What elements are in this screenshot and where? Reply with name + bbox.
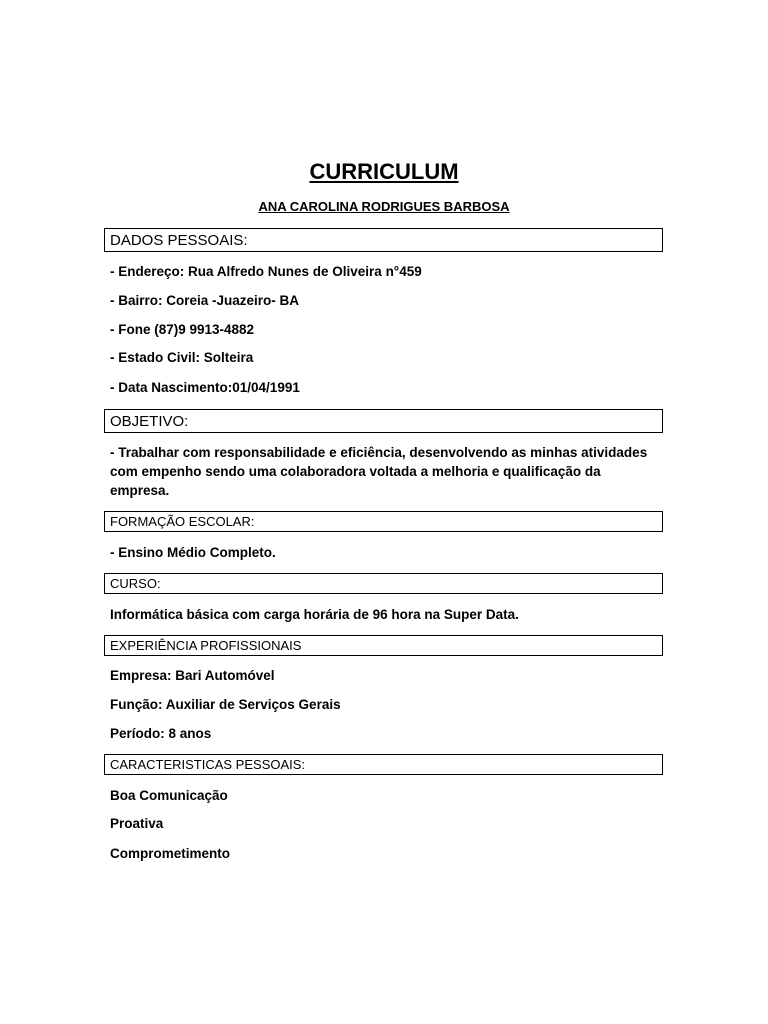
section-heading-personal: DADOS PESSOAIS: [104, 228, 663, 252]
course-item: Informática básica com carga horária de 96 hora na Super Data. [110, 607, 519, 622]
personal-phone: - Fone (87)9 9913-4882 [110, 322, 255, 337]
section-heading-course: CURSO: [104, 573, 663, 594]
section-heading-education: FORMAÇÃO ESCOLAR: [104, 511, 663, 532]
trait-item: Proativa [110, 816, 164, 831]
trait-item: Comprometimento [110, 846, 231, 861]
experience-role: Função: Auxiliar de Serviços Gerais [110, 697, 341, 712]
personal-neighborhood: - Bairro: Coreia -Juazeiro- BA [110, 293, 300, 308]
objective-text: - Trabalhar com responsabilidade e eficiência, desenvolvendo as minhas atividades com empenho sendo uma colaboradora voltada a melhoria e qualificação da empresa. [110, 445, 648, 498]
document-title: CURRICULUM [309, 159, 459, 184]
personal-marital-status: - Estado Civil: Solteira [110, 350, 254, 365]
section-heading-experience: EXPERIÊNCIA PROFISSIONAIS [104, 635, 663, 656]
trait-item: Boa Comunicação [110, 788, 228, 803]
experience-company: Empresa: Bari Automóvel [110, 668, 275, 683]
personal-address: - Endereço: Rua Alfredo Nunes de Oliveira n°459 [110, 264, 422, 279]
personal-birth-date: - Data Nascimento:01/04/1991 [110, 380, 300, 395]
section-heading-traits: CARACTERISTICAS PESSOAIS: [104, 754, 663, 775]
section-heading-objective: OBJETIVO: [104, 409, 663, 433]
candidate-name: ANA CAROLINA RODRIGUES BARBOSA [258, 199, 510, 214]
education-item: - Ensino Médio Completo. [110, 545, 276, 560]
experience-period: Período: 8 anos [110, 726, 212, 741]
